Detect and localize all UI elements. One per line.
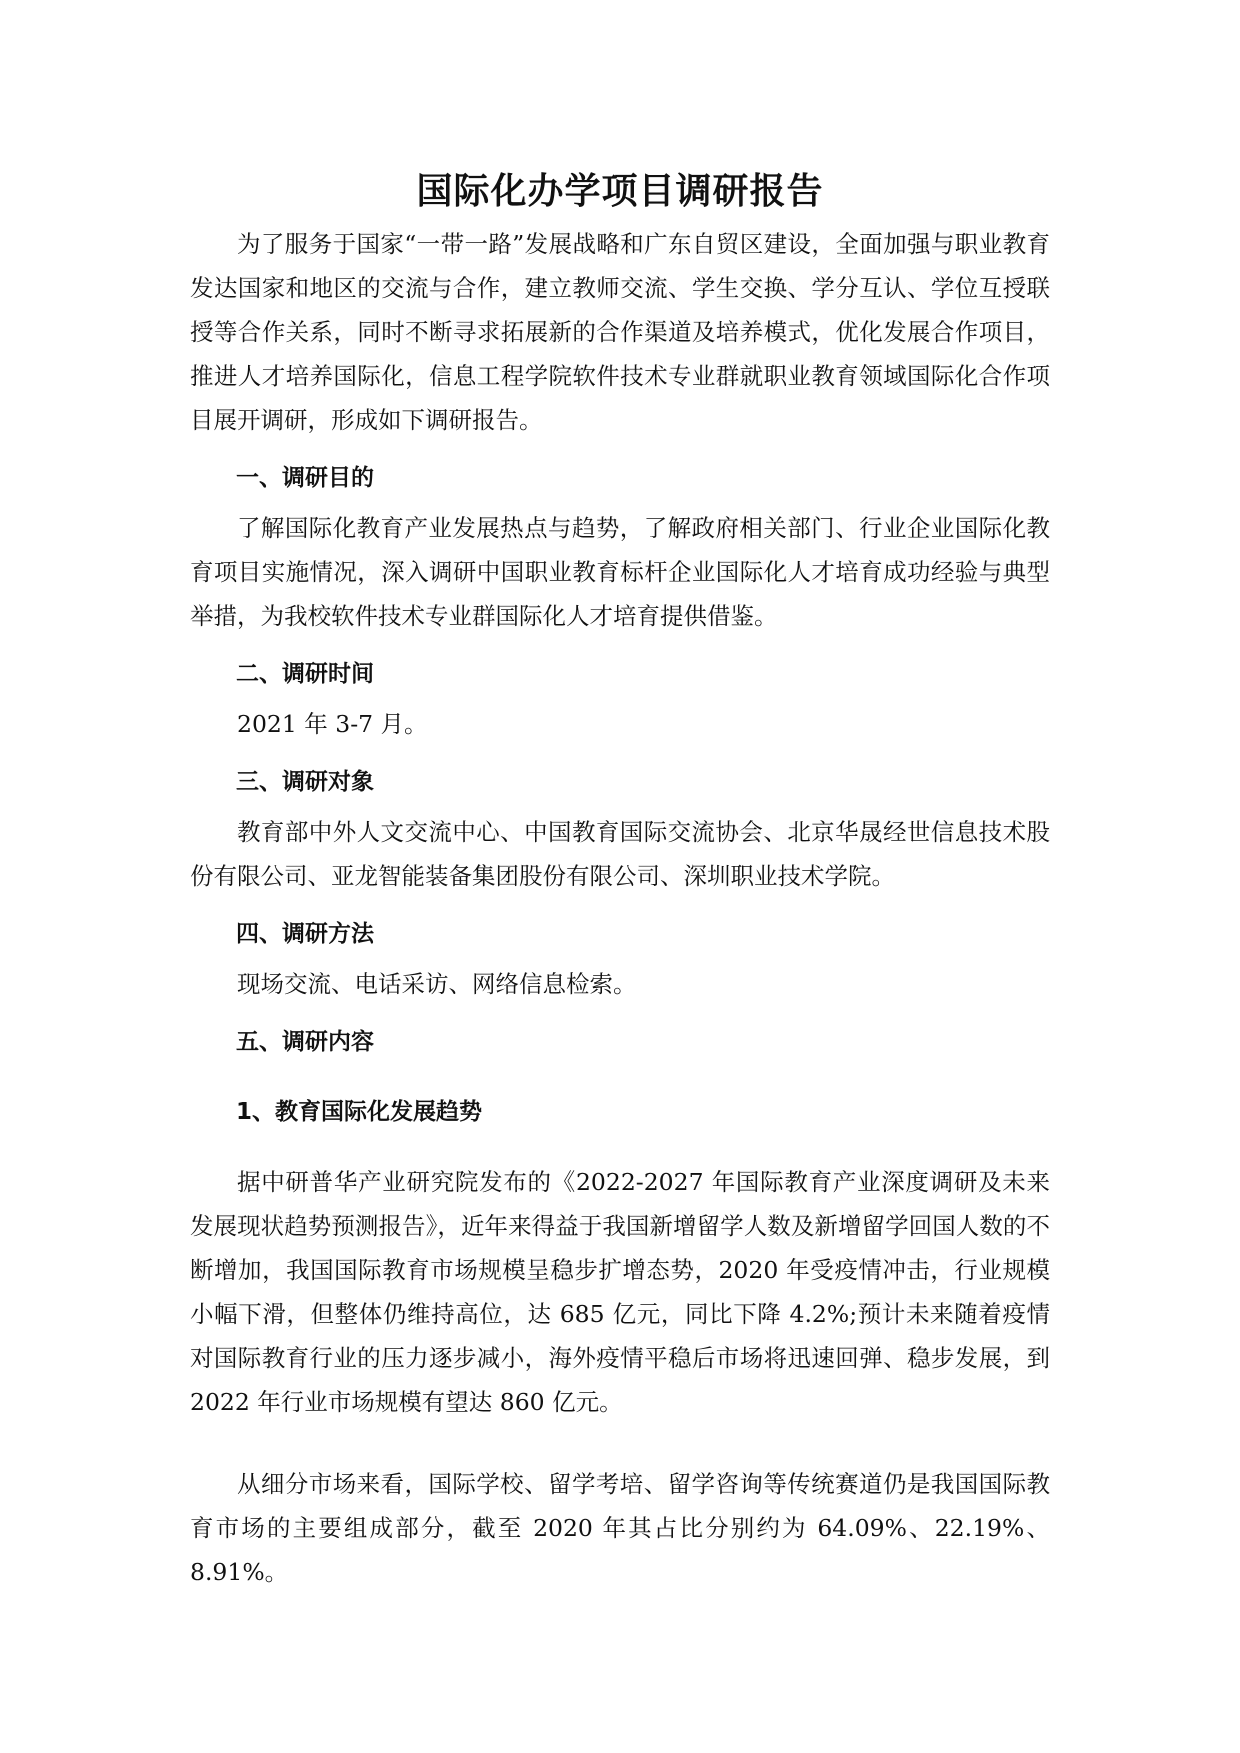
section-heading-method: 四、调研方法: [236, 921, 374, 947]
paragraph-spacer: [190, 1424, 1050, 1462]
section-body-purpose: 了解国际化教育产业发展热点与趋势，了解政府相关部门、行业企业国际化教育项目实施情况，深入调研中国职业教育标杆企业国际化人才培育成功经验与典型举措，为我校软件技术专业群国际化人才培育提供借鉴。: [190, 514, 1050, 630]
intro-paragraph: 为了服务于国家“一带一路”发展战略和广东自贸区建设，全面加强与职业教育发达国家和地区的交流与合作，建立教师交流、学生交换、学分互认、学位互授联授等合作关系，同时不断寻求拓展新的合作渠道及培养模式，优化发展合作项目，推进人才培养国际化，信息工程学院软件技术专业群就职业教育领域国际化合作项目展开调研，形成如下调研报告。: [190, 230, 1050, 434]
document-page: [190, 150, 1050, 1594]
section-body-method: 现场交流、电话采访、网络信息检索。: [237, 970, 637, 998]
section-body-time: 2021 年 3-7 月。: [237, 710, 428, 738]
section-body-subjects: 教育部中外人文交流中心、中国教育国际交流协会、北京华晟经世信息技术股份有限公司、亚龙智能装备集团股份有限公司、深圳职业技术学院。: [190, 818, 1050, 890]
trend-paragraph-2: 从细分市场来看，国际学校、留学考培、留学咨询等传统赛道仍是我国国际教育市场的主要组成部分，截至 2020 年其占比分别约为 64.09%、22.19%、8.91%。: [190, 1470, 1050, 1586]
subsection-heading-trend: 1、教育国际化发展趋势: [236, 1099, 483, 1125]
section-heading-purpose: 一、调研目的: [236, 465, 374, 491]
section-heading-subjects: 三、调研对象: [236, 769, 374, 795]
section-heading-time: 二、调研时间: [236, 661, 374, 687]
page-title: 国际化办学项目调研报告: [416, 171, 824, 212]
section-heading-content: 五、调研内容: [236, 1029, 374, 1055]
trend-paragraph-1: 据中研普华产业研究院发布的《2022-2027 年国际教育产业深度调研及未来发展现状趋势预测报告》，近年来得益于我国新增留学人数及新增留学回国人数的不断增加，我国国际教育市场规模呈稳步扩增态势，2020 年受疫情冲击，行业规模小幅下滑，但整体仍维持高位，达 685 亿元，同比下降 4.2%;预计未来随着疫情对国际教育行业的压力逐步减小，海外疫情平稳后市场将迅速回弹、稳步发展，到 2022 年行业市场规模有望达 860 亿元。: [190, 1168, 1050, 1416]
